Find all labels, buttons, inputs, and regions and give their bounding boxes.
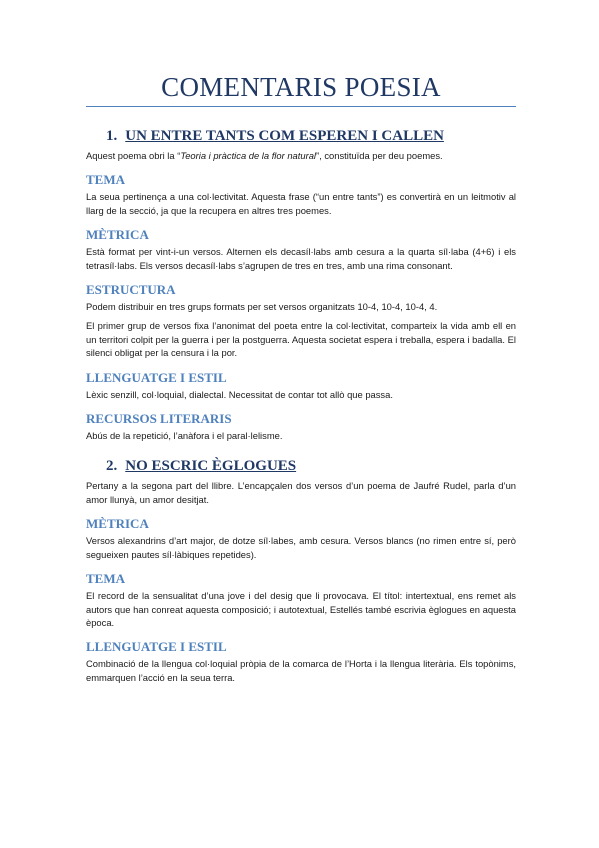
section-1-metrica-heading: MÈTRICA — [86, 227, 149, 243]
section-1-estructura-text-1: Podem distribuir en tres grups formats per set versos organitzats 10-4, 10-4, 10-4, 4. — [86, 301, 438, 313]
section-1-heading — [106, 128, 516, 145]
section-1-estructura-heading: ESTRUCTURA — [86, 282, 176, 298]
section-2-number: 2. — [106, 458, 118, 475]
section-2-metrica-heading: MÈTRICA — [86, 516, 149, 532]
book-title: Teoria i pràctica de la flor natural — [180, 150, 316, 161]
section-2-intro: Pertany a la segona part del llibre. L’encapçalen dos versos d’un poema de Jaufré Rudel, parla d’un amor llunyà, un amor desitjat. — [86, 480, 516, 505]
section-2-metrica-text: Versos alexandrins d’art major, de dotze síl·labes, amb cesura. Versos blancs (no rimen entre sí, però segueixen pautes síl·làbiques repetides). — [86, 535, 516, 560]
document-title: COMENTARIS POESIA — [161, 72, 441, 102]
section-1-title: UN ENTRE TANTS COM ESPEREN I CALLEN — [125, 128, 444, 144]
section-1-tema-text: La seua pertinença a una col·lectivitat. Aquesta frase (“un entre tants”) es convertirà en un leitmotiv al llarg de la secció, ja que la recupera en altres tres poemes. — [86, 191, 516, 216]
title-underline — [86, 106, 516, 107]
document-body — [86, 128, 516, 684]
section-1-estructura-text-2: El primer grup de versos fixa l’anonimat del poeta entre la col·lectivitat, comparteix la vida amb ell en un territori colpit per la guerra i per la postguerra. Aquesta societat espera i treballa, espera i badalla. El silenci obligat per la censura i la por. — [86, 320, 516, 359]
section-1-number: 1. — [106, 128, 118, 144]
section-1-tema-heading: TEMA — [86, 172, 125, 188]
section-2-tema-heading: TEMA — [86, 571, 125, 587]
section-1-llenguatge-text: Lèxic senzill, col·loquial, dialectal. Necessitat de contar tot allò que passa. — [86, 388, 393, 400]
section-2-heading — [106, 458, 516, 475]
section-1-intro-start: Aquest poema obri la “ — [86, 150, 181, 161]
section-1-metrica-text: Està format per vint-i-un versos. Alternen els decasíl·labs amb cesura a la quarta síl·laba (4+6) i els tetrasíl·labs. Els versos decasíl·labs s’agrupen de tres en tres, amb una rima consonant. — [86, 246, 516, 271]
section-1-intro — [86, 149, 516, 162]
section-1-intro-end: ”, constituïda per deu poemes. — [316, 150, 443, 161]
section-2-llenguatge-text: Combinació de la llengua col·loquial pròpia de la comarca de l’Horta i la llengua literària. Els topònims, emmarquen l’acció en la seua terra. — [86, 658, 516, 683]
section-1-llenguatge-heading: LLENGUATGE I ESTIL — [86, 369, 227, 385]
section-2-llenguatge-heading: LLENGUATGE I ESTIL — [86, 639, 227, 655]
section-1-recursos-heading: RECURSOS LITERARIS — [86, 411, 232, 427]
section-spacer — [86, 442, 516, 458]
section-2-title: NO ESCRIC ÈGLOGUES — [125, 458, 297, 475]
section-2-tema-text: El record de la sensualitat d’una jove i del desig que li provocava. El títol: intertextual, ens remet als autors que han conreat aquesta composició; i autotextual, Estellés també escrivia èglogues en aquesta època. — [86, 590, 516, 628]
section-1-recursos-text: Abús de la repetició, l’anàfora i el paral·lelisme. — [86, 430, 283, 442]
